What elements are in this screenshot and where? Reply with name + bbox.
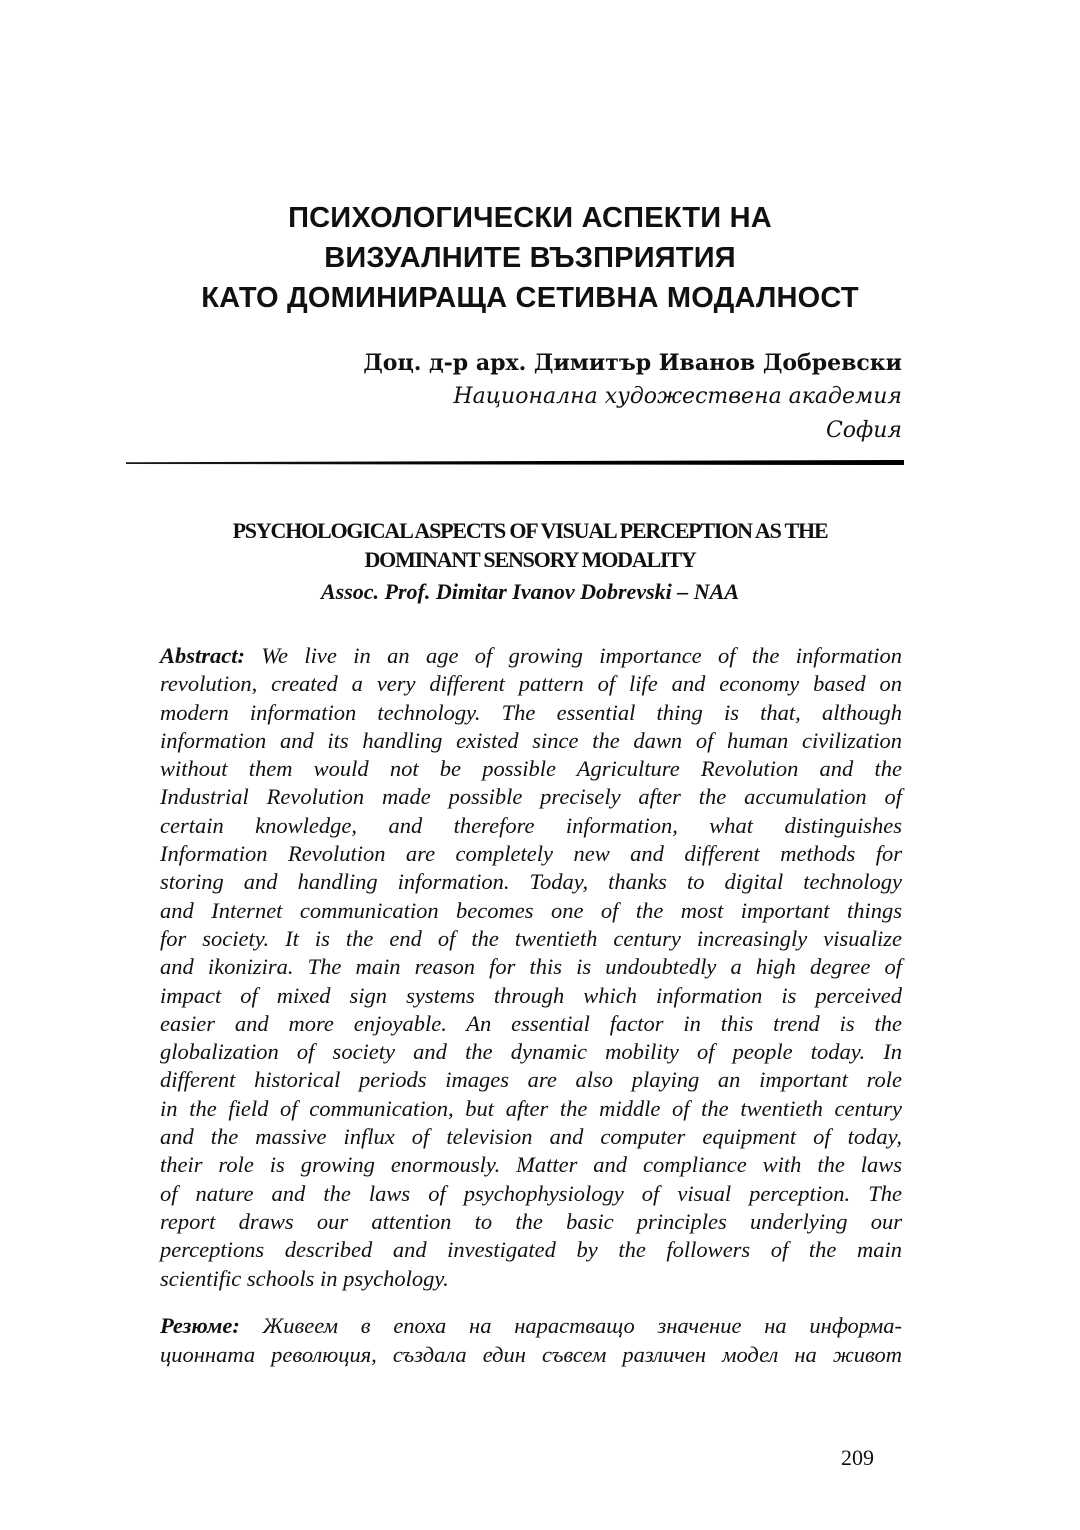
abstract-line: and the massive influx of television and computer equipment of today,: [160, 1124, 902, 1150]
author-name-bulgarian: Доц. д-р арх. Димитър Иванов Добревски: [363, 350, 902, 376]
abstract-line: Information Revolution are completely new and different methods for: [160, 841, 902, 867]
abstract-line: perceptions described and investigated by the followers of the main: [160, 1237, 902, 1263]
abstract-line: impact of mixed sign systems through which information is perceived: [160, 982, 902, 1008]
abstract-line: in the field of communication, but after the middle of the twentieth century: [160, 1095, 902, 1121]
city-bulgarian: София: [825, 418, 902, 443]
abstract-line: easier and more enjoyable. An essential factor in this trend is the: [160, 1010, 902, 1036]
title-line: КАТО ДОМИНИРАЩА СЕТИВНА МОДАЛНОСТ: [201, 282, 859, 314]
resume-line: ционната революция, създала един съвсем различен модел на живот: [160, 1342, 902, 1367]
institution-bulgarian: Национална художествена академия: [453, 384, 902, 409]
article-title-bulgarian: [120, 198, 940, 318]
resume-paragraph: [160, 1311, 902, 1369]
abstract-line: modern information technology. The essential thing is that, although: [160, 699, 902, 725]
abstract-paragraph: [160, 642, 902, 1293]
abstract-line: and ikonizira. The main reason for this is undoubtedly a high degree of: [160, 954, 902, 980]
abstract-line: [160, 642, 902, 670]
abstract-line: revolution, created a very different pattern of life and economy based on: [160, 671, 902, 697]
abstract-line: report draws our attention to the basic principles underlying our: [160, 1208, 902, 1234]
title-line: ПСИХОЛОГИЧЕСКИ АСПЕКТИ НА: [288, 202, 772, 234]
abstract-line: for society. It is the end of the twentieth century increasingly visualize: [160, 925, 902, 951]
resume-first-line: Живеем в епоха на нарастващо значение на информа-: [262, 1313, 903, 1338]
abstract-line: storing and handling information. Today, thanks to digital technology: [160, 869, 902, 895]
abstract-label: Abstract:: [160, 643, 246, 668]
resume-line: [160, 1311, 902, 1340]
abstract-line: information and its handling existed since the dawn of human civilization: [160, 727, 902, 753]
abstract-line: different historical periods images are also playing an important role: [160, 1067, 902, 1093]
abstract-line: of nature and the laws of psychophysiology of visual perception. The: [160, 1180, 902, 1206]
header-divider: [126, 460, 904, 465]
abstract-first-line: We live in an age of growing importance of the information: [261, 643, 902, 668]
page-number: 209: [841, 1445, 874, 1470]
abstract-line: certain knowledge, and therefore information, what distinguishes: [160, 812, 902, 838]
title-line: ВИЗУАЛНИТЕ ВЪЗПРИЯТИЯ: [324, 242, 736, 274]
article-title-english: [150, 516, 910, 574]
abstract-line: and Internet communication becomes one of the most important things: [160, 897, 902, 923]
abstract-line: without them would not be possible Agriculture Revolution and the: [160, 756, 902, 782]
title-line: PSYCHOLOGICAL ASPECTS OF VISUAL PERCEPTION AS THE: [232, 518, 828, 543]
abstract-last-line: scientific schools in psychology.: [160, 1265, 449, 1291]
author-english: Assoc. Prof. Dimitar Ivanov Dobrevski – NAA: [321, 579, 739, 604]
title-line: DOMINANT SENSORY MODALITY: [364, 547, 696, 572]
resume-label: Резюме:: [160, 1313, 240, 1338]
abstract-line: globalization of society and the dynamic mobility of people today. In: [160, 1039, 902, 1065]
abstract-line: Industrial Revolution made possible precisely after the accumulation of: [160, 784, 902, 810]
abstract-line: their role is growing enormously. Matter and compliance with the laws: [160, 1152, 902, 1178]
